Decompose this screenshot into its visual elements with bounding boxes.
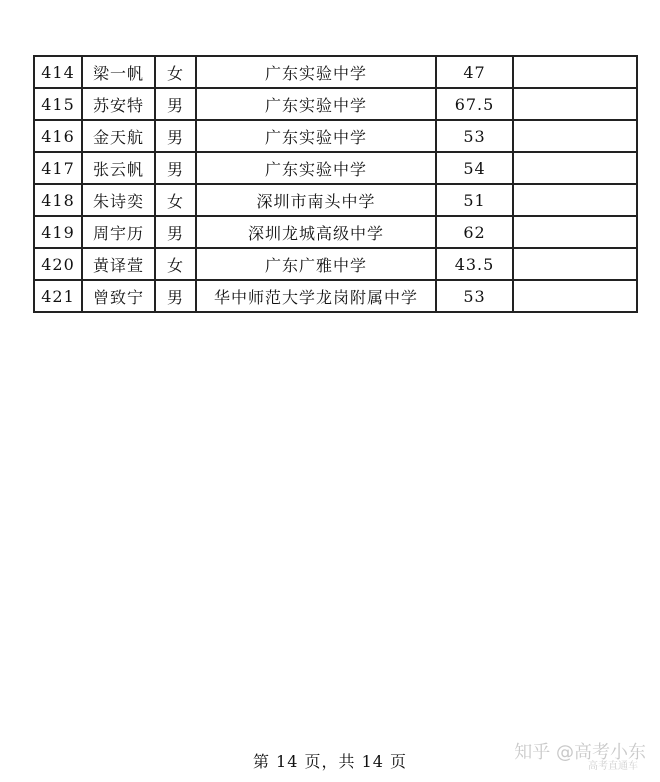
table-row (34, 56, 637, 88)
note-cell (513, 216, 637, 248)
student-name: 张云帆 (82, 152, 155, 184)
student-name: 苏安特 (82, 88, 155, 120)
note-cell (513, 152, 637, 184)
note-cell (513, 248, 637, 280)
school-name: 广东实验中学 (196, 152, 436, 184)
row-number: 416 (34, 120, 82, 152)
results-table (33, 55, 638, 313)
note-cell (513, 120, 637, 152)
student-name: 曾致宁 (82, 280, 155, 312)
school-name: 广东实验中学 (196, 88, 436, 120)
row-number: 419 (34, 216, 82, 248)
school-name: 广东实验中学 (196, 56, 436, 88)
student-gender: 男 (155, 120, 196, 152)
score: 51 (436, 184, 513, 216)
table-row (34, 152, 637, 184)
results-table-body (34, 56, 637, 312)
table-row (34, 184, 637, 216)
table-row (34, 216, 637, 248)
row-number: 417 (34, 152, 82, 184)
student-name: 金天航 (82, 120, 155, 152)
student-name: 朱诗奕 (82, 184, 155, 216)
row-number: 418 (34, 184, 82, 216)
table-row (34, 120, 637, 152)
note-cell (513, 88, 637, 120)
school-name: 华中师范大学龙岗附属中学 (196, 280, 436, 312)
student-name: 梁一帆 (82, 56, 155, 88)
school-name: 广东广雅中学 (196, 248, 436, 280)
student-gender: 男 (155, 152, 196, 184)
school-name: 深圳市南头中学 (196, 184, 436, 216)
score: 67.5 (436, 88, 513, 120)
page-footer: 第 14 页，共 14 页 (252, 752, 408, 771)
note-cell (513, 280, 637, 312)
row-number: 420 (34, 248, 82, 280)
student-gender: 女 (155, 184, 196, 216)
score: 53 (436, 120, 513, 152)
student-name: 周宇历 (82, 216, 155, 248)
score: 53 (436, 280, 513, 312)
row-number: 415 (34, 88, 82, 120)
student-gender: 男 (155, 280, 196, 312)
table-row (34, 88, 637, 120)
school-name: 广东实验中学 (196, 120, 436, 152)
note-cell (513, 56, 637, 88)
student-name: 黄译萱 (82, 248, 155, 280)
note-cell (513, 184, 637, 216)
table-row (34, 248, 637, 280)
row-number: 421 (34, 280, 82, 312)
watermark-small: 高考直通车 (588, 761, 638, 772)
score: 54 (436, 152, 513, 184)
watermark: 知乎 @高考小东 (514, 742, 646, 763)
score: 43.5 (436, 248, 513, 280)
student-gender: 男 (155, 216, 196, 248)
student-gender: 女 (155, 56, 196, 88)
table-row (34, 280, 637, 312)
score: 47 (436, 56, 513, 88)
row-number: 414 (34, 56, 82, 88)
student-gender: 女 (155, 248, 196, 280)
score: 62 (436, 216, 513, 248)
school-name: 深圳龙城高级中学 (196, 216, 436, 248)
student-gender: 男 (155, 88, 196, 120)
